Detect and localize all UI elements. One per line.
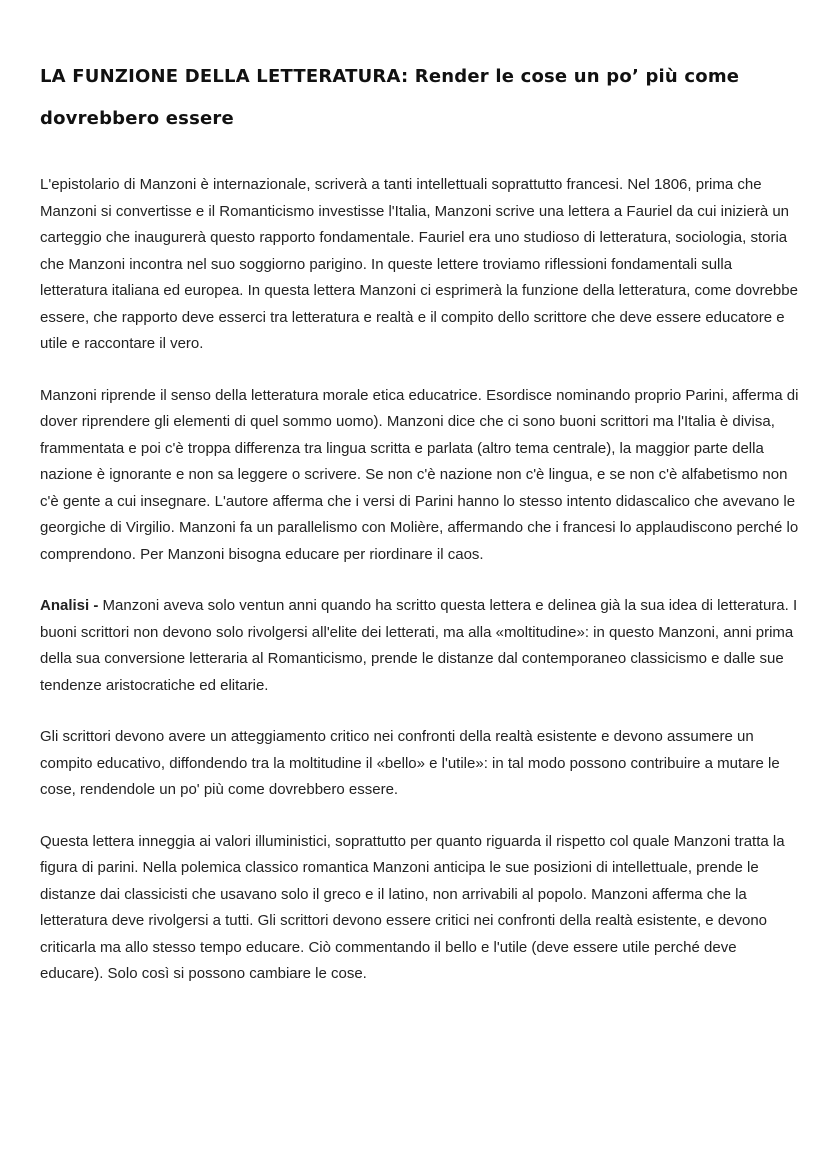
- document-body: [40, 172, 799, 988]
- paragraph-scrittori-critici: [40, 724, 800, 804]
- paragraph-text: Manzoni riprende il senso della letteratura morale etica educatrice. Esordisce nominando proprio Parini, afferma di dover riprendere gli elementi di quel sommo uomo). Manzoni dice che ci sono buoni scrittori ma l'Italia è divisa, frammentata e poi c'è troppa differenza tra lingua scritta e parlata (altro tema centrale), la maggior parte della nazione è ignorante e non sa leggere o scrivere. Se non c'è nazione non c'è lingua, e se non c'è alfabetismo non c'è gente a cui insegnare. L'autore afferma che i versi di Parini hanno lo stesso intento didascalico che avevano le georgiche di Virgilio. Manzoni fa un parallelismo con Molière, affermando che i francesi lo applaudiscono perché lo comprendono. Per Manzoni bisogna educare per riordinare il caos.: [40, 386, 799, 563]
- paragraph-text: Questa lettera inneggia ai valori illuministici, soprattutto per quanto riguarda il rispetto col quale Manzoni tratta la figura di parini. Nella polemica classico romantica Manzoni anticipa le sue posizioni di intellettuale, prende le distanze dai classicisti che usavano solo il greco e il latino, non arrivabili al popolo. Manzoni afferma che la letteratura deve rivolgersi a tutti. Gli scrittori devono essere critici nei confronti della realtà esistente, e devono criticarla ma allo stesso tempo educare. Ciò commentando il bello e l'utile (deve essere utile perché deve educare). Solo così si possono cambiare le cose.: [40, 832, 785, 982]
- paragraph-epistolario: [40, 172, 800, 358]
- paragraph-analisi: [40, 593, 800, 699]
- paragraph-text: Manzoni aveva solo ventun anni quando ha scritto questa lettera e delinea già la sua idea di letteratura. I buoni scrittori non devono solo rivolgersi all'elite dei letterati, ma alla «moltitudine»: in questo Manzoni, anni prima della sua conversione letteraria al Romanticismo, prende le distanze dal contemporaneo classicismo e dalle sue tendenze aristocratiche ed elitarie.: [40, 597, 798, 694]
- document-title: LA FUNZIONE DELLA LETTERATURA: Render le cose un po’ più come dovrebbero essere: [40, 66, 740, 129]
- paragraph-valori-illuministici: [40, 829, 800, 988]
- paragraph-letteratura-morale: [40, 383, 800, 569]
- paragraph-lead-analisi: Analisi -: [40, 597, 103, 614]
- paragraph-text: Gli scrittori devono avere un atteggiamento critico nei confronti della realtà esistente e devono assumere un compito educativo, diffondendo tra la moltitudine il «bello» e l'utile»: in tal modo possono contribuire a mutare le cose, rendendole un po' più come dovrebbero essere.: [40, 728, 780, 798]
- paragraph-text: L'epistolario di Manzoni è internazionale, scriverà a tanti intellettuali soprattutto francesi. Nel 1806, prima che Manzoni si convertisse e il Romanticismo investisse l'Italia, Manzoni scrive una lettera a Fauriel da cui inizierà un carteggio che inaugurerà questo rapporto fondamentale. Fauriel era uno studioso di letteratura, sociologia, storia che Manzoni incontra nel suo soggiorno parigino. In queste lettere troviamo riflessioni fondamentali sulla letteratura italiana ed europea. In questa lettera Manzoni ci esprimerà la funzione della letteratura, come dovrebbe essere, che rapporto deve esserci tra letteratura e realtà e il compito dello scrittore che deve essere educatore e utile e raccontare il vero.: [40, 176, 798, 352]
